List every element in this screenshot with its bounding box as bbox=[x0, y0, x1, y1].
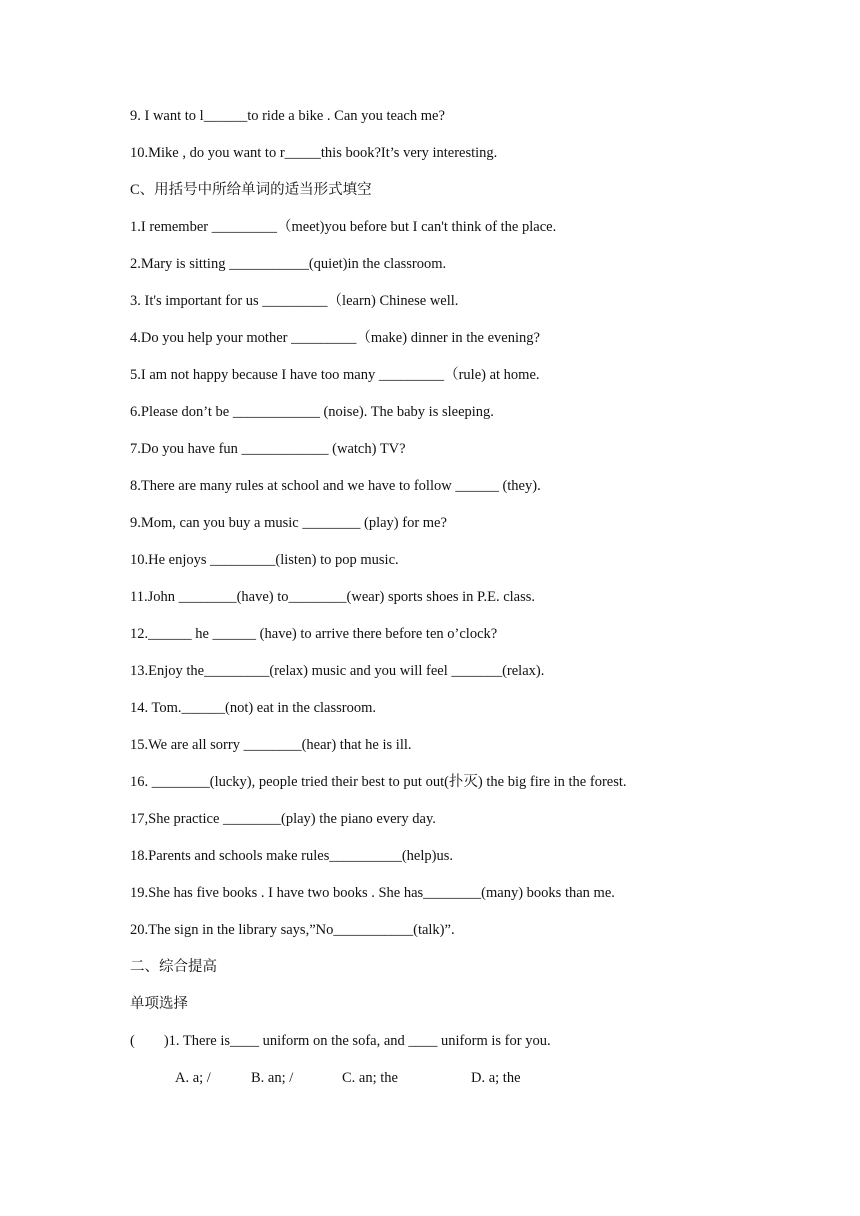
exercise-line-c5: 5.I am not happy because I have too many _________（rule) at home. bbox=[130, 367, 540, 383]
exercise-line-c16: 16. ________(lucky), people tried their best to put out(扑灭) the big fire in the forest. bbox=[130, 774, 627, 790]
section-2-heading: 二、综合提高 bbox=[130, 959, 217, 975]
exercise-line-b9: 9. I want to l______to ride a bike . Can you teach me? bbox=[130, 108, 445, 124]
exercise-line-c3: 3. It's important for us _________（learn) Chinese well. bbox=[130, 293, 459, 309]
option-d: D. a; the bbox=[471, 1070, 521, 1086]
exercise-line-c10: 10.He enjoys _________(listen) to pop music. bbox=[130, 552, 399, 568]
question-1: ( )1. There is____ uniform on the sofa, and ____ uniform is for you. bbox=[130, 1033, 551, 1049]
exercise-line-c1: 1.I remember _________（meet)you before but I can't think of the place. bbox=[130, 219, 557, 235]
option-a: A. a; / bbox=[175, 1070, 211, 1086]
exercise-line-c20: 20.The sign in the library says,”No___________(talk)”. bbox=[130, 922, 455, 938]
exercise-line-c12: 12.______ he ______ (have) to arrive there before ten o’clock? bbox=[130, 626, 498, 642]
section-c-heading: C、用括号中所给单词的适当形式填空 bbox=[130, 182, 372, 198]
exercise-line-c18: 18.Parents and schools make rules__________(help)us. bbox=[130, 848, 453, 864]
exercise-line-c15: 15.We are all sorry ________(hear) that he is ill. bbox=[130, 737, 412, 753]
exercise-line-c2: 2.Mary is sitting ___________(quiet)in the classroom. bbox=[130, 256, 447, 272]
exercise-line-c8: 8.There are many rules at school and we have to follow ______ (they). bbox=[130, 478, 541, 494]
exercise-line-c11: 11.John ________(have) to________(wear) sports shoes in P.E. class. bbox=[130, 589, 536, 605]
exercise-line-c9: 9.Mom, can you buy a music ________ (play) for me? bbox=[130, 515, 447, 531]
single-choice-heading: 单项选择 bbox=[130, 996, 188, 1012]
exercise-line-c14: 14. Tom.______(not) eat in the classroom. bbox=[130, 700, 376, 716]
option-c: C. an; the bbox=[342, 1070, 398, 1086]
exercise-line-c7: 7.Do you have fun ____________ (watch) TV? bbox=[130, 441, 406, 457]
option-b: B. an; / bbox=[251, 1070, 294, 1086]
exercise-line-c13: 13.Enjoy the_________(relax) music and you will feel _______(relax). bbox=[130, 663, 545, 679]
exercise-line-b10: 10.Mike , do you want to r_____this book?It’s very interesting. bbox=[130, 145, 498, 161]
exercise-line-c17: 17,She practice ________(play) the piano every day. bbox=[130, 811, 436, 827]
question-1-options bbox=[0, 1068, 860, 1088]
exercise-line-c4: 4.Do you help your mother _________（make) dinner in the evening? bbox=[130, 330, 540, 346]
exercise-line-c6: 6.Please don’t be ____________ (noise). The baby is sleeping. bbox=[130, 404, 494, 420]
exercise-line-c19: 19.She has five books . I have two books . She has________(many) books than me. bbox=[130, 885, 615, 901]
